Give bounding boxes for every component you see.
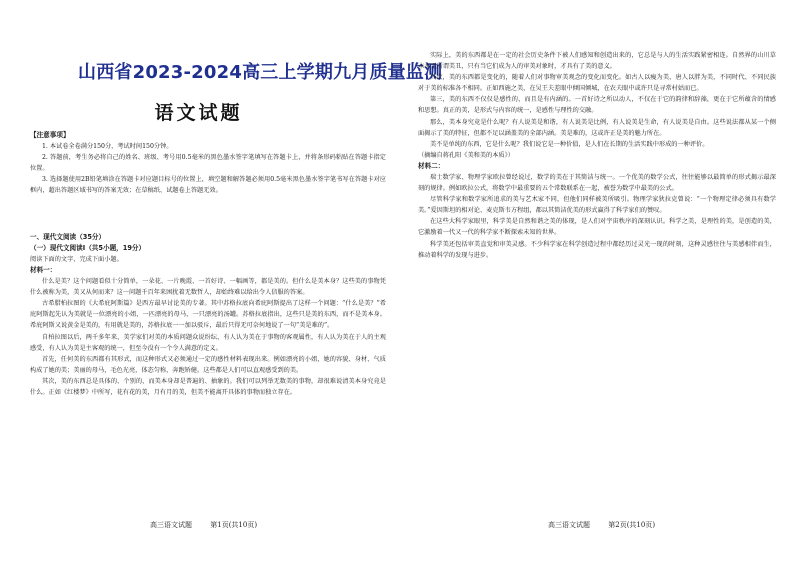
section-heading: 一、现代文阅读（35分） [30,233,106,241]
passage-paragraph: 第三，美的东西不仅仅是感性的，而且是有内涵的。一首好诗之所以动人，不仅在于它的韵律和辞藻，更在于它所蕴含的情感和思想。真正的美，是形式与内容的统一，是感性与理性的交融。 [418,96,776,115]
passage-paragraph: 什么是美？这个问题看似十分简单，一朵花、一片晚霞、一首好诗、一幅画等，都是美的。但什么是美本身？这些美的事物凭什么被称为美，美又从何而来？这一问题千百年来困扰着无数哲人，却始终难以给出令人信服的答案。 [30,278,386,297]
right-column [418,50,776,261]
passage-paragraph: 其次，美的东西总是具体的、个别的，而美本身却是普遍的、抽象的。我们可以列举无数美的事物，却很难说清美本身究竟是什么。正如《红楼梦》中所写，花有花的美，月有月的美，但美不能离开具体的事物而独立存在。 [30,377,386,397]
subject-title: 语文试题 [154,102,243,124]
subsection-heading: （一）现代文阅读Ⅰ（共5小题，19分） [30,244,146,252]
footer-label: 高三语文试题 [548,521,590,529]
passage-paragraph: 实际上，美的东西都是在一定的社会历史条件下被人们感知和创造出来的，它总是与人的生活实践紧密相连。自然界的山川草木本无所谓美丑，只有当它们成为人的审美对象时，才具有了美的意义。 [418,52,776,71]
passage-paragraph: 那么，美本身究竟是什么呢？有人说美是和谐，有人说美是比例，有人说美是生命，有人说美是自由。这些说法都从某一个侧面揭示了美的特征，但都不足以涵盖美的全部内涵。美是难的，这或许正是美的魅力所在。 [418,118,776,137]
right-footer [548,520,671,530]
notice-item: 1. 本试卷全卷满分150分，考试时间150分钟。 [42,143,173,150]
material2-label: 材料二： [418,161,445,170]
source-citation: （摘编自蒋孔阳《美和美的本质》） [418,151,514,159]
passage-paragraph: 自柏拉图以后，两千多年来，美学家们对美的本质问题众说纷纭，有人认为美在于事物的客观属性，有人认为美在于人的主观感受，有人认为美是主客观的统一，但至今没有一个令人满意的定义。 [30,333,386,352]
exam-notice [30,130,386,196]
notice-heading: 【注意事项】 [30,131,70,139]
passage-paragraph: 古希腊柏拉图的《大希庇阿斯篇》是西方最早讨论美的专著。其中苏格拉底向希庇阿斯提出了这样一个问题：“什么是美？”希庇阿斯起先认为美就是一位漂亮的小姐，一匹漂亮的母马，一只漂亮的汤罐。苏格拉底指出，这些只是美的东西，而不是美本身。希庇阿斯又说黄金是美的，有用就是美的，苏格拉底一一加以驳斥，最后只得无可奈何地说了一句“美是难的”。 [30,300,386,330]
passage-paragraph: 美不是单纯的东西，它是什么呢？我们说它是一种价值，是人们在长期的生活实践中形成的一种评价。 [430,140,709,148]
passage-paragraph: 其次，美的东西都是变化的，随着人们对事物审美观念的变化而变化。如古人以瘦为美，唐人以胖为美，不同时代、不同民族对于美的标准各不相同。正如西施之美，在吴王夫差眼中倾国倾城，在农夫眼中或许只是寻常村姑而已。 [418,74,776,93]
passage-paragraph: 尽管科学家和数学家所追求的美与艺术家不同，但他们同样被美所吸引。物理学家狄拉克曾说：“一个物理定律必须具有数学美。”爱因斯坦的相对论、麦克斯韦方程组，都以其简洁优美的形式赢得了科学家们的赞叹。 [418,196,776,215]
passage-paragraph: 瑞士数学家、物理学家欧拉曾经说过，数学的美在于其简洁与统一。一个优美的数学公式，往往能够以最简单的形式揭示最深刻的规律。例如欧拉公式，将数学中最重要的五个常数联系在一起，被誉为数学中最美的公式。 [418,173,776,193]
footer-page-number: 第2页(共10页) [608,521,656,529]
reading-section [30,232,386,398]
footer-page-number: 第1页(共10页) [210,521,258,529]
footer-label: 高三语文试题 [150,521,192,529]
material1-label: 材料一： [30,266,57,275]
passage-paragraph: 首先，任何美的东西都有其形式，而这种形式又必须通过一定的感性材料表现出来。例如漂亮的小姐，她的容貌、身材、气质构成了她的美；美丽的母马，毛色光亮，体态匀称，奔跑矫健。这些都是人们可以直观感受到的美。 [30,355,386,374]
passage-paragraph: 在这些大科学家眼里，科学美是自然和谐之美的体现，是人们对宇宙秩序的深刻认识。科学之美，是理性的美，是创造的美，它激励着一代又一代的科学家不断探索未知的世界。 [418,218,776,237]
left-footer [150,520,273,530]
material-instruction: 阅读下面的文字，完成下面小题。 [30,256,123,263]
passage-paragraph: 科学美还包括审美直觉和审美灵感。不少科学家在科学创造过程中都经历过灵光一现的时刻，这种灵感往往与美感相伴而生，推动着科学的发现与进步。 [418,240,776,259]
notice-item: 2. 答题前，考生务必将自己的姓名、班级、考号用0.5毫米的黑色墨水签字笔填写在答题卡上，并将条形码粘贴在答题卡指定位置。 [30,154,386,173]
exam-title: 山西省2023-2024高三上学期九月质量监测 [78,62,443,83]
notice-item: 3. 选择题使用2B铅笔填涂在答题卡对应题目标号的位置上，填空题和解答题必须用0.5毫米黑色墨水签字笔书写在答题卡对应框内，超出答题区域书写的答案无效；在草稿纸、试题卷上答题无效。 [30,176,386,195]
